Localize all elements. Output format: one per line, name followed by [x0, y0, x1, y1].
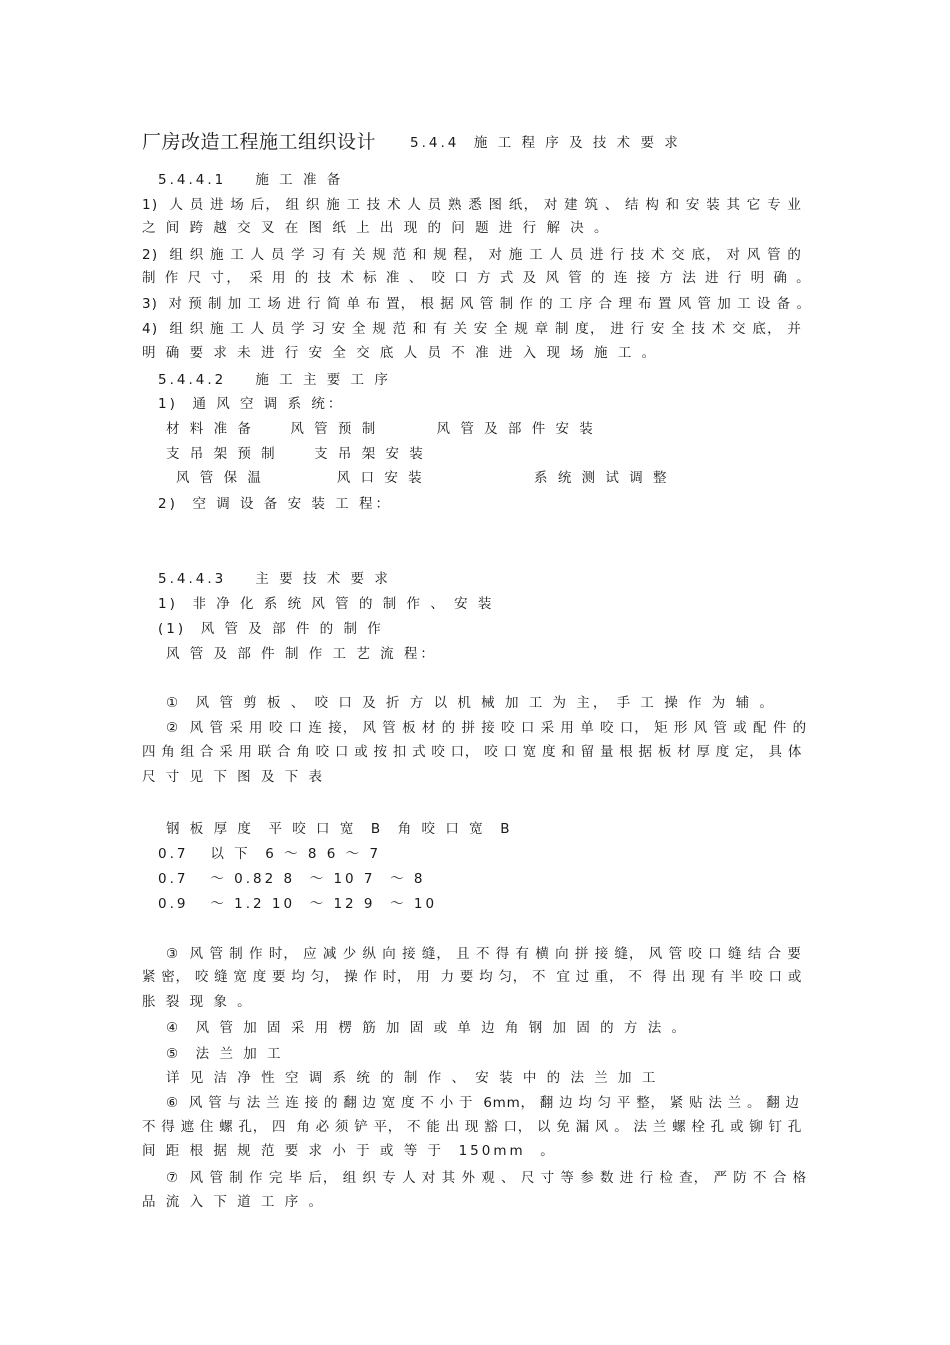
paragraph-line: 之 间 跨 越 交 叉 在 图 纸 上 出 现 的 问 题 进 行 解 决 。 [142, 220, 611, 236]
paragraph-line: ⑤ 法 兰 加 工 [166, 1046, 284, 1062]
paragraph-line: ⑦ 风 管 制 作 完 毕 后， 组 织 专 人 对 其 外 观 、 尺 寸 等 参 数 进 行 检 查， 严 防 不 合 格 [166, 1170, 808, 1186]
paragraph-line: 紧 密， 咬 缝 宽 度 要 均 匀， 操 作 时， 用 力 要 均 匀， 不 宜 过 重， 不 得 出 现 有 半 咬 口 或 [142, 969, 803, 985]
paragraph-line: ④ 风 管 加 固 采 用 楞 筋 加 固 或 单 边 角 钢 加 固 的 方 法 。 [166, 1020, 689, 1036]
paragraph-line: ③ 风 管 制 作 时， 应 减 少 纵 向 接 缝， 且 不 得 有 横 向 拼 接 缝， 风 管 咬 口 缝 结 合 要 [166, 946, 802, 962]
paragraph-line: (1) 风 管 及 部 件 的 制 作 [158, 621, 384, 637]
subsection-heading: 5.4.4.3 主 要 技 术 要 求 [158, 571, 391, 587]
paragraph-line: 四 角 组 合 采 用 联 合 角 咬 口 或 按 扣 式 咬 口， 咬 口 宽 度 和 留 量 根 据 板 材 厚 度 定， 具 体 [142, 744, 803, 760]
paragraph-line: 胀 裂 现 象 。 [142, 994, 254, 1010]
paragraph-line: 3) 对 预 制 加 工 场 进 行 简 单 布 置， 根 据 风 管 制 作 的 工 序 合 理 布 置 风 管 加 工 设 备 。 [142, 296, 811, 312]
paragraph-line: 明 确 要 求 未 进 行 安 全 交 底 人 员 不 准 进 入 现 场 施 工 。 [142, 345, 659, 361]
paragraph-line: 制 作 尺 寸， 采 用 的 技 术 标 准 、 咬 口 方 式 及 风 管 的 连 接 方 法 进 行 明 确 。 [142, 270, 813, 286]
subsection-heading: 5.4.4.2 施 工 主 要 工 序 [158, 372, 391, 388]
paragraph-line: 风 管 及 部 件 制 作 工 艺 流 程： [166, 646, 437, 662]
document-title: 厂房改造工程施工组织设计 [142, 131, 377, 153]
paragraph-line: 1) 人 员 进 场 后， 组 织 施 工 技 术 人 员 熟 悉 图 纸， 对 建 筑 、 结 构 和 安 装 其 它 专 业 [142, 197, 803, 213]
paragraph-line: ⑥ 风 管 与 法 兰 连 接 的 翻 边 宽 度 不 小 于 6mm， 翻 边 均 匀 平 整， 紧 贴 法 兰 。 翻 边 [166, 1095, 800, 1111]
process-flow-line: 风 管 保 温 风 口 安 装 系 统 测 试 调 整 [176, 470, 670, 486]
table-row: 0.9 ～ 1.2 10 ～ 12 9 ～ 10 [158, 896, 438, 912]
paragraph-line: 2) 组 织 施 工 人 员 学 习 有 关 规 范 和 规 程， 对 施 工 人 员 进 行 技 术 交 底， 对 风 管 的 [142, 247, 803, 263]
paragraph-line: ② 风 管 采 用 咬 口 连 接， 风 管 板 材 的 拼 接 咬 口 采 用 单 咬 口， 矩 形 风 管 或 配 件 的 [166, 720, 808, 736]
paragraph-line: 1) 通 风 空 调 系 统： [158, 396, 345, 412]
table-header: 钢 板 厚 度 平 咬 口 宽 B 角 咬 口 宽 B [166, 821, 513, 837]
table-row: 0.7 以 下 6 ～ 8 6 ～ 7 [158, 846, 382, 862]
paragraph-line: 品 流 入 下 道 工 序 。 [142, 1194, 326, 1210]
section-title: 5.4.4 施 工 程 序 及 技 术 要 求 [410, 135, 681, 151]
paragraph-line: 不 得 遮 住 螺 孔， 四 角 必 须 铲 平， 不 能 出 现 豁 口， 以 免 漏 风 。 法 兰 螺 栓 孔 或 铆 钉 孔 [142, 1119, 803, 1135]
paragraph-line: 1) 非 净 化 系 统 风 管 的 制 作 、 安 装 [158, 596, 495, 612]
paragraph-line: 2) 空 调 设 备 安 装 工 程： [158, 496, 392, 512]
paragraph-line: 4) 组 织 施 工 人 员 学 习 安 全 规 范 和 有 关 安 全 规 章 制 度， 进 行 安 全 技 术 交 底， 并 [142, 321, 803, 337]
process-flow-line: 支 吊 架 预 制 支 吊 架 安 装 [166, 446, 426, 462]
paragraph-line: ① 风 管 剪 板 、 咬 口 及 折 方 以 机 械 加 工 为 主， 手 工 操 作 为 辅 。 [166, 695, 776, 711]
table-row: 0.7 ～ 0.82 8 ～ 10 7 ～ 8 [158, 871, 426, 887]
process-flow-line: 材 料 准 备 风 管 预 制 风 管 及 部 件 安 装 [166, 421, 596, 437]
paragraph-line: 间 距 根 据 规 范 要 求 小 于 或 等 于 150mm 。 [142, 1143, 557, 1159]
subsection-heading: 5.4.4.1 施 工 准 备 [158, 172, 344, 188]
paragraph-line: 详 见 洁 净 性 空 调 系 统 的 制 作 、 安 装 中 的 法 兰 加 工 [166, 1070, 659, 1086]
paragraph-line: 尺 寸 见 下 图 及 下 表 [142, 769, 326, 785]
